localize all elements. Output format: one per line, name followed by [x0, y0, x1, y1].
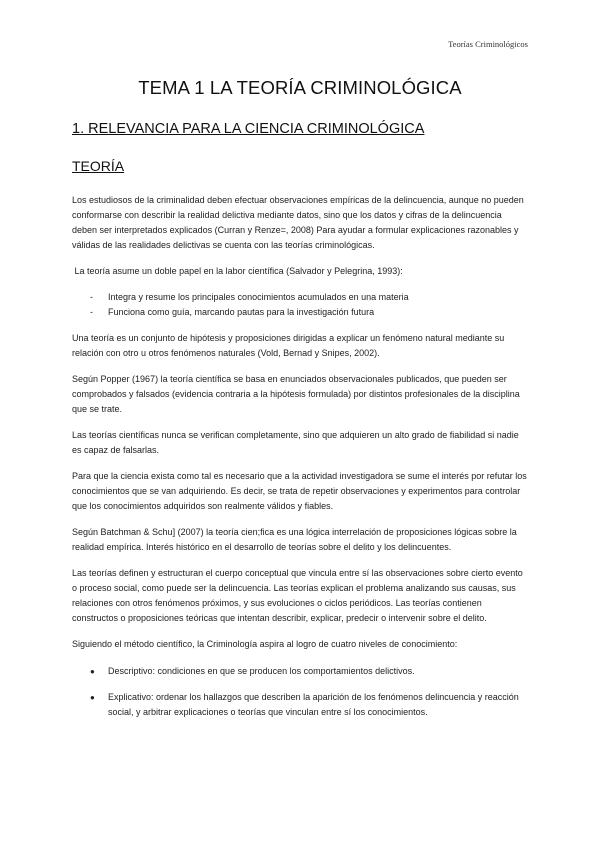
dash-marker: - — [90, 292, 93, 302]
paragraph: La teoría asume un doble papel en la labor científica (Salvador y Pelegrina, 1993): — [72, 266, 403, 276]
subsection-heading: TEORÍA — [72, 158, 125, 174]
dash-list — [72, 290, 528, 320]
list-item-text: Integra y resume los principales conocimientos acumulados en una materia — [108, 292, 409, 302]
paragraph: Según Popper (1967) la teoría científica se basa en enunciados observacionales publicados, que pueden ser comprobados y falsados (evidencia contraria a la hipótesis formulada) por distintos profesionales de la disciplina que se trate. — [72, 374, 520, 414]
paragraph: Una teoría es un conjunto de hipótesis y proposiciones dirigidas a explicar un fenómeno natural mediante su relación con otro u otros fenómenos naturales (Vold, Bernad y Snipes, 2002). — [72, 333, 505, 358]
paragraph: Las teorías definen y estructuran el cuerpo conceptual que vincula entre sí las observaciones sobre cierto evento o proceso social, como puede ser la delincuencia. Las teorías explican el problema analizando sus causas, sus relaciones con otros fenómenos próximos, y sus evoluciones o ciclos periódicos. Las teorías contienen constructos o proposiciones teóricas que intentan describir, explicar, predecir o intervenir sobre el delito. — [72, 568, 523, 623]
list-item — [72, 305, 528, 320]
section-heading: 1. RELEVANCIA PARA LA CIENCIA CRIMINOLÓGICA — [72, 121, 425, 137]
paragraph: Para que la ciencia exista como tal es necesario que a la actividad investigadora se sume el interés por refutar los conocimientos que se van adquiriendo. Es decir, se trata de repetir observaciones y experimentos para controlar que los conocimientos adquiridos son realmente válidos y fiables. — [72, 471, 527, 511]
paragraph: Siguiendo el método científico, la Criminología aspira al logro de cuatro niveles de conocimiento: — [72, 639, 458, 649]
running-header: Teorías Criminológicos — [448, 39, 528, 49]
list-item — [72, 690, 528, 720]
dash-marker: - — [90, 307, 93, 317]
bullet-list — [72, 664, 528, 720]
page-title: TEMA 1 LA TEORÍA CRIMINOLÓGICA — [138, 77, 462, 98]
bullet-marker: ● — [90, 693, 95, 702]
bullet-marker: ● — [90, 667, 95, 676]
paragraph: Según Batchman & Schu] (2007) la teoría cien;fica es una lógica interrelación de proposiciones lógicas sobre la realidad empírica. Interés histórico en el desarrollo de teorías sobre el delito y los delincuentes. — [72, 527, 517, 552]
list-item-text: Funciona como guía, marcando pautas para la investigación futura — [108, 307, 375, 317]
list-item-text: Explicativo: ordenar los hallazgos que describen la aparición de los fenómenos delincuencia y reacción social, y arbitrar explicaciones o teorías que vinculan entre sí los conocimientos. — [108, 692, 519, 717]
paragraph: Las teorías científicas nunca se verifican completamente, sino que adquieren un alto grado de fiabilidad si nadie es capaz de falsarlas. — [72, 430, 519, 455]
paragraph: Los estudiosos de la criminalidad deben efectuar observaciones empíricas de la delincuencia, aunque no pueden conformarse con describir la realidad delictiva mediante datos, sino que los datos y cifras de la delincuencia deben ser interpretados explicados (Curran y Renze=, 2008) Para ayudar a formular explicaciones razonables y válidas de las realidades delictivas se cuenta con las teorías criminológicas. — [72, 195, 524, 250]
document-body — [72, 193, 528, 731]
list-item — [72, 664, 528, 679]
list-item-text: Descriptivo: condiciones en que se producen los comportamientos delictivos. — [108, 666, 415, 676]
list-item — [72, 290, 528, 305]
